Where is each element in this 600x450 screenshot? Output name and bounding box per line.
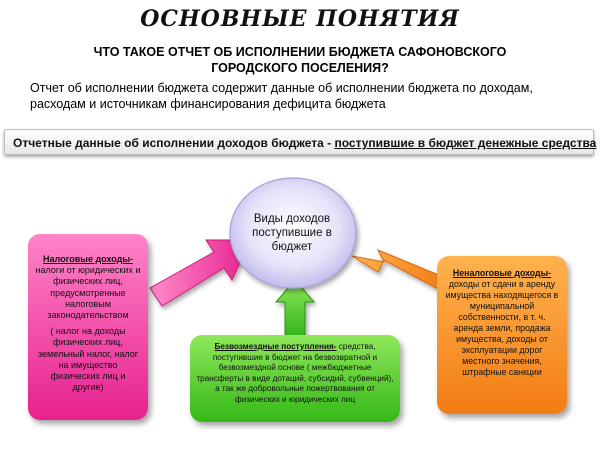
nontax-arrow bbox=[352, 250, 446, 290]
free-income-box bbox=[190, 335, 400, 422]
tax-income-box bbox=[28, 234, 148, 420]
tax-heading: Налоговые доходы- bbox=[43, 254, 133, 264]
tax-body: налоги от юридических и физических лиц, предусмотренные налоговым законодательством bbox=[35, 265, 141, 321]
nontax-income-box bbox=[437, 256, 567, 414]
banner-underlined: поступившие в бюджет денежные средства bbox=[334, 136, 597, 150]
intro-text: Отчет об исполнении бюджета содержит данные об исполнении бюджета по доходам, расходам и источникам финансирования дефицита бюджета bbox=[30, 81, 533, 111]
free-heading: Безвозмездные поступления- bbox=[214, 342, 337, 351]
tax-note: ( налог на доходы физических лиц, земельный налог, налог на имущество физических лиц и другие) bbox=[38, 326, 138, 393]
center-label: Виды доходов поступившие в бюджет bbox=[252, 213, 332, 253]
nontax-heading: Неналоговые доходы- bbox=[452, 268, 552, 278]
slide-title: ОСНОВНЫЕ ПОНЯТИЯ bbox=[140, 6, 460, 32]
slide-subtitle: ЧТО ТАКОЕ ОТЧЕТ ОБ ИСПОЛНЕНИИ БЮДЖЕТА САФОНОВСКОГО ГОРОДСКОГО ПОСЕЛЕНИЯ? bbox=[93, 45, 507, 75]
nontax-body: доходы от сдачи в аренду имущества находящегося в муниципальной собственности, в т. ч. аренда земли, продажа имущества, доходы от эксплуатации дорог местного значения, штрафные санкции bbox=[445, 279, 559, 377]
free-body: средства, поступившие в бюджет на безвозвратной и безвозмездной основе ( межбюджетные трансферты в виде дотаций, субсидий, субвенций), а так же добровольные пожертвования от физических и юридических лиц bbox=[196, 342, 394, 404]
banner-prefix: Отчетные данные об исполнении доходов бюджета - bbox=[13, 136, 335, 150]
